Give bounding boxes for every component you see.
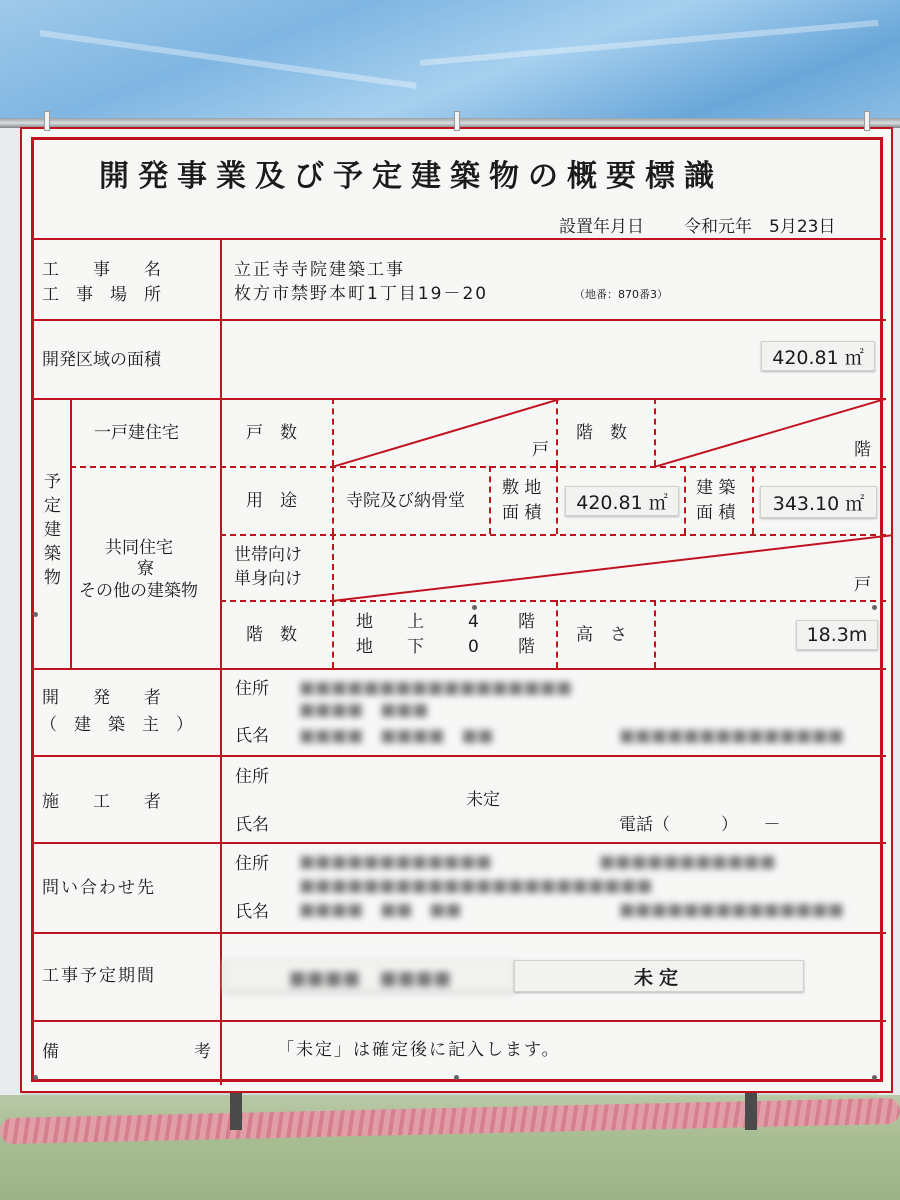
support-post	[230, 1090, 242, 1130]
signboard	[20, 127, 893, 1093]
units-label: 戸 数	[246, 423, 297, 443]
site-area-label-2: 面 積	[502, 503, 542, 523]
contractor-status: 未定	[466, 790, 500, 810]
dashed-divider	[752, 466, 754, 534]
screw	[472, 605, 477, 610]
household-unit: 戸	[854, 575, 871, 595]
use-label: 用 途	[246, 491, 297, 511]
units-unit: 戸	[532, 440, 549, 460]
contact-address-label: 住所	[235, 854, 269, 874]
period-label: 工事予定期間	[42, 966, 156, 986]
developer-corp-blurred: ■■■■ ■■■	[299, 700, 429, 720]
contractor-address-label: 住所	[235, 767, 269, 787]
board-title: 開発事業及び予定建築物の概要標識	[99, 159, 723, 194]
remarks-value: 「未定」は確定後に記入します。	[277, 1040, 561, 1060]
dashed-divider	[332, 466, 334, 534]
rule	[34, 842, 886, 844]
household-label: 世帯向け	[234, 545, 302, 565]
use-value: 寺院及び納骨堂	[346, 491, 465, 511]
project-site-value: 枚方市禁野本町1丁目19－20	[234, 284, 489, 304]
column-divider	[220, 238, 222, 1085]
screw	[872, 1075, 877, 1080]
developer-address-blurred: ■■■■■■■■■■■■■■■■■	[299, 678, 573, 698]
developer-label: 開 発 者	[42, 688, 161, 708]
na-diagonal	[332, 534, 891, 602]
below-ground-value: 0	[468, 637, 479, 657]
height-label: 高 さ	[576, 625, 627, 645]
screw	[872, 605, 877, 610]
story-label: 階 数	[246, 625, 297, 645]
dashed-divider	[332, 600, 334, 668]
building-area-value: 343.10 ㎡	[760, 486, 877, 518]
screw	[33, 612, 38, 617]
area-value: 420.81 ㎡	[761, 341, 875, 371]
below-ground-unit: 階	[518, 637, 535, 657]
rule	[34, 1020, 886, 1022]
above-ground-label: 地 上	[356, 612, 424, 632]
blue-tarp	[0, 0, 900, 130]
screw	[33, 1075, 38, 1080]
height-value: 18.3m	[796, 620, 878, 650]
above-ground-unit: 階	[518, 612, 535, 632]
above-ground-value: 4	[468, 612, 479, 632]
contact-building-blurred: ■■■■■■■■■■■	[599, 852, 776, 872]
installed-date-value: 令和元年 5月23日	[684, 217, 836, 237]
contractor-label: 施 工 者	[42, 792, 161, 812]
floors-unit: 階	[854, 440, 871, 460]
rule	[34, 238, 886, 240]
contact-name-label: 氏名	[235, 902, 269, 922]
shared-housing-label: 共同住宅	[105, 538, 173, 558]
rule	[34, 932, 886, 934]
project-name-label: 工 事 名	[42, 260, 161, 280]
rule	[34, 319, 886, 321]
project-name-value: 立正寺寺院建築工事	[234, 260, 405, 280]
cable-tie	[864, 111, 870, 131]
cable-tie	[454, 111, 460, 131]
installed-date-label: 設置年月日	[559, 217, 644, 237]
na-diagonal	[654, 398, 885, 468]
dashed-rule	[220, 600, 886, 602]
developer-name-blurred: ■■■■ ■■■■ ■■	[299, 726, 494, 746]
cable-tie	[44, 111, 50, 131]
developer-address-label: 住所	[235, 679, 269, 699]
period-plate-blurred: ■■■■ ■■■■	[224, 960, 516, 992]
na-diagonal	[332, 398, 561, 468]
column-divider	[70, 398, 72, 668]
building-area-label-2: 面 積	[696, 503, 736, 523]
contact-address-blurred: ■■■■■■■■■■■■	[299, 852, 492, 872]
contact-phone-blurred: ■■■■■■■■■■■■■■	[619, 900, 844, 920]
contact-company-blurred: ■■■■■■■■■■■■■■■■■■■■■■	[299, 876, 653, 896]
dashed-divider	[684, 466, 686, 534]
dashed-divider	[556, 466, 558, 534]
below-ground-label: 地 下	[356, 637, 424, 657]
board-frame	[31, 137, 883, 1082]
contractor-phone: 電話（ ） －	[619, 815, 781, 835]
dormitory-label: 寮	[137, 559, 154, 579]
rule	[34, 755, 886, 757]
contractor-name-label: 氏名	[235, 815, 269, 835]
developer-name-label: 氏名	[235, 726, 269, 746]
screw	[454, 1075, 459, 1080]
rule	[34, 398, 886, 400]
dashed-divider	[332, 534, 334, 600]
period-status: 未定	[514, 960, 804, 992]
developer-sublabel: （ 建 築 主 ）	[40, 715, 193, 735]
site-area-value: 420.81 ㎡	[565, 486, 679, 516]
wall-left	[0, 128, 22, 1108]
site-area-label: 敷 地	[502, 478, 542, 498]
dashed-rule	[70, 466, 886, 468]
floors-label: 階 数	[576, 423, 627, 443]
rule	[34, 668, 886, 670]
dashed-divider	[654, 398, 656, 466]
dashed-divider	[489, 466, 491, 534]
dashed-rule	[220, 534, 886, 536]
building-area-label: 建 築	[696, 478, 736, 498]
dashed-divider	[332, 398, 334, 466]
support-post	[745, 1090, 757, 1130]
planned-building-label: 予定建築物	[44, 472, 61, 588]
detached-house-label: 一戸建住宅	[94, 423, 179, 443]
dashed-divider	[654, 600, 656, 668]
remarks-label-2: 考	[194, 1042, 211, 1062]
developer-phone-blurred: ■■■■■■■■■■■■■■	[619, 726, 844, 746]
contact-name-blurred: ■■■■ ■■ ■■	[299, 900, 462, 920]
contact-label: 問い合わせ先	[42, 878, 156, 898]
lot-number-note: （地番：870番3）	[574, 288, 668, 301]
project-site-label: 工 事 場 所	[42, 285, 161, 305]
dashed-divider	[556, 398, 558, 466]
single-label: 単身向け	[234, 569, 302, 589]
area-label: 開発区域の面積	[42, 350, 161, 370]
other-building-label: その他の建築物	[79, 581, 198, 601]
remarks-label: 備	[42, 1042, 59, 1062]
dashed-divider	[556, 600, 558, 668]
